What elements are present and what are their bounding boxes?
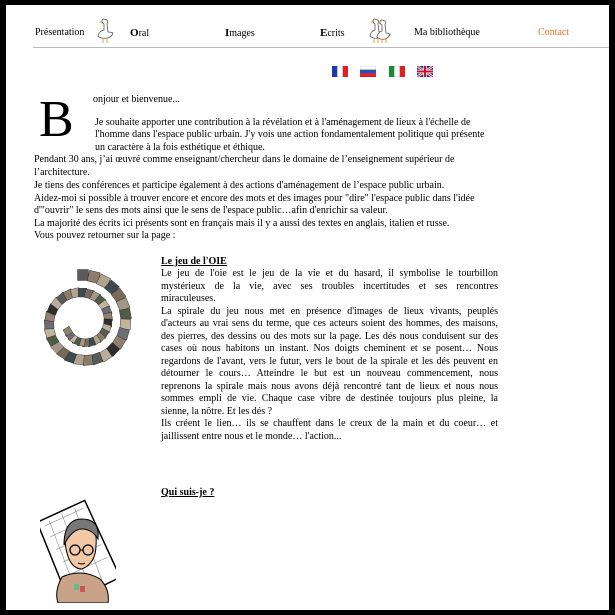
intro-line: un caractère à la fois esthétique et éthique.: [95, 142, 265, 153]
spiral-tile: [78, 270, 89, 281]
page-frame: [6, 5, 609, 610]
oie-text-line: mystérieux de la vie, avec ses troubles incertitudes et ses rencontres: [161, 280, 498, 292]
intro-line: Pendant 30 ans, j’ai œuvré comme enseignant/chercheur dans le domaine de l’enseignement supérieur de: [34, 154, 455, 165]
qui-suis-je-link[interactable]: Qui suis-je ?: [161, 487, 215, 498]
intro-line: Je souhaite apporter une contribution à la révélation et à l'aménagement de lieux à l'échelle de: [95, 117, 471, 128]
nav-oral[interactable]: Oral: [130, 27, 150, 39]
intro-line: Vous pouvez retourner sur la page :: [34, 230, 176, 241]
oie-text-line: d'acteurs au vrai sens du terme, que ces acteurs soient des hommes, des maisons,: [161, 318, 498, 329]
it-flag-icon[interactable]: [389, 66, 405, 77]
author-portrait-image[interactable]: [40, 499, 116, 603]
oie-text-line: détourner le cours… Atteindre le but est un nouveau commencement, nous: [161, 368, 498, 379]
nav-contact[interactable]: Contact: [538, 27, 570, 38]
drop-cap: B: [39, 91, 74, 148]
nav-divider: [33, 47, 609, 48]
intro-line: Je tiens des conférences et participe également à des actions d'aménagement de l’espace public urbain.: [34, 180, 445, 191]
intro-line: l'homme dans l'espace public urbain. J'y vois une action fondamentalement politique qui présente: [95, 129, 485, 140]
nav-presentation[interactable]: Présentation: [35, 27, 85, 38]
oie-text-line: des pierres, des dessins ou des mots sur la page. Les dés nous conduisent sur des: [161, 330, 498, 342]
ru-flag-icon[interactable]: [360, 66, 376, 77]
intro-line: Aidez-moi si possible à trouver encore et encore des mots et des images pour "dire" l'espace public dans l'idée: [34, 193, 475, 204]
oie-heading[interactable]: Le jeu de l'OIE: [161, 256, 227, 267]
nav-ecrits[interactable]: Ecrits: [320, 27, 345, 39]
nav-bibliotheque[interactable]: Ma bibliothèque: [414, 27, 480, 38]
oie-text-line: sommes empli de vie. Chaque case vibre de destinée toujours plus pleine, la: [161, 393, 498, 404]
oie-text-line: La spirale du jeu nous met en présence d'images de lieux vivants, peuplés: [161, 305, 498, 317]
goose-pair-icon: [369, 17, 391, 45]
oie-text-line: reprenons la spirale mais nous avons déjà rencontré tant de lieux et nous nous: [161, 380, 498, 392]
oie-text-line: cases où nous habitons un instant. Nos doigts cheminent et se posent… Nous: [161, 343, 498, 354]
oie-text-line: regardons de l'avant, vers le futur, vers le bout de la spirale et les dés peuvent en: [161, 355, 498, 367]
intro-line: l’architecture.: [34, 167, 90, 178]
greeting: onjour et bienvenue...: [93, 94, 180, 105]
goose-icon: [96, 17, 114, 45]
goose-game-spiral-image[interactable]: [34, 267, 132, 382]
oie-text-line: jaillissent entre nous et le monde… l'action...: [161, 430, 342, 442]
oie-text-line: Ils créent le lien… ils se chauffent dans le creux de la main et du coeur… et: [161, 418, 498, 429]
top-nav: [6, 17, 609, 47]
nav-images[interactable]: Images: [225, 27, 255, 39]
uk-flag-icon[interactable]: [417, 66, 433, 77]
intro-line: La majorité des écrits ici présents sont en français mais il y a aussi des textes en anglais, italien et russe.: [34, 218, 450, 229]
intro-line: d'"ouvrir" le sens des mots ainsi que le sens de l'espace public…afin d'enrichir sa valeur.: [34, 205, 388, 216]
oie-text-line: miraculeuses.: [161, 293, 216, 304]
oie-text-line: sienne, la nôtre. Et les dés ?: [161, 405, 273, 417]
fr-flag-icon[interactable]: [332, 66, 348, 77]
oie-text-line: Le jeu de l'oie est le jeu de la vie et du hasard, il symbolise le tourbillon: [161, 268, 498, 279]
